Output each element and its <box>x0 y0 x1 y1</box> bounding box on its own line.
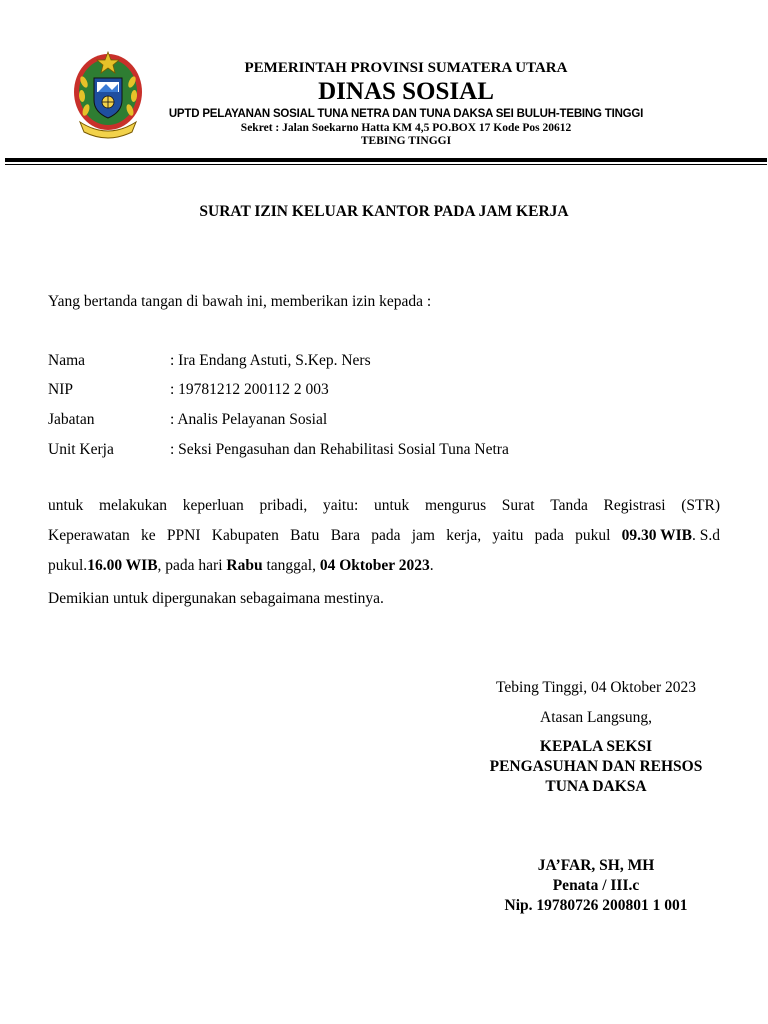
body-word: Surat <box>501 497 535 514</box>
body-word: keperluan <box>182 497 244 514</box>
body-word: untuk <box>373 497 410 514</box>
field-label-name: Nama <box>48 352 86 369</box>
body-word: untuk <box>48 497 84 514</box>
body-word: Registrasi <box>603 497 666 514</box>
field-value-position: : Analis Pelayanan Sosial <box>170 411 328 428</box>
body-line-2 <box>48 521 720 551</box>
field-label-work-unit: Unit Kerja <box>48 441 114 458</box>
body-word: yaitu: <box>322 497 359 514</box>
body-word: Tanda <box>550 497 588 514</box>
day-prefix: , pada hari <box>157 557 227 574</box>
field-label-position: Jabatan <box>48 411 95 428</box>
body-word: pribadi, <box>259 497 308 514</box>
body-word: Kabupaten <box>211 527 279 544</box>
letterhead-divider-thin <box>5 164 767 165</box>
body-word: melakukan <box>99 497 168 514</box>
body-word: Keperawatan <box>48 527 130 544</box>
signer-rank: Penata / III.c <box>552 877 640 894</box>
body-word: PPNI <box>166 527 201 544</box>
end-time: 16.00 WIB <box>87 557 158 574</box>
sign-position-line1: KEPALA SEKSI <box>539 738 653 755</box>
office-city: TEBING TINGGI <box>360 135 452 147</box>
body-word: pukul <box>575 527 611 544</box>
letter-closing: Demikian untuk dipergunakan sebagaimana mestinya. <box>48 590 384 607</box>
body-word: Batu <box>290 527 320 544</box>
body-word: jam <box>411 527 435 544</box>
body-line-3-prefix: pukul. <box>48 557 88 574</box>
field-value-name: : Ira Endang Astuti, S.Kep. Ners <box>170 352 371 369</box>
field-value-work-unit: : Seksi Pengasuhan dan Rehabilitasi Sosial Tuna Netra <box>170 441 509 458</box>
body-word: yaitu <box>492 527 524 544</box>
sign-role: Atasan Langsung, <box>540 709 652 726</box>
signer-nip: Nip. 19780726 200801 1 001 <box>504 897 688 914</box>
body-word: Bara <box>330 527 360 544</box>
letter-title: SURAT IZIN KELUAR KANTOR PADA JAM KERJA <box>199 203 569 220</box>
body-word: pada <box>371 527 401 544</box>
body-line-3 <box>48 551 720 581</box>
start-time: 09.30 WIB. S.d <box>621 527 720 544</box>
date-prefix: tanggal, <box>262 557 320 574</box>
agency-name: DINAS SOSIAL <box>318 78 494 105</box>
date: 04 Oktober 2023 <box>319 557 430 574</box>
field-label-nip: NIP <box>48 381 73 398</box>
body-period: . <box>429 557 434 574</box>
body-word: kerja, <box>446 527 482 544</box>
provincial-emblem-icon <box>70 48 146 140</box>
body-word: (STR) <box>681 497 720 514</box>
sign-position-line3: TUNA DAKSA <box>545 778 647 795</box>
signer-name: JA’FAR, SH, MH <box>537 857 655 874</box>
body-word: pada <box>534 527 564 544</box>
sign-position-line2: PENGASUHAN DAN REHSOS <box>489 758 703 775</box>
field-value-nip: : 19781212 200112 2 003 <box>170 381 329 398</box>
office-address: Sekret : Jalan Soekarno Hatta KM 4,5 PO.BOX 17 Kode Pos 20612 <box>240 122 572 134</box>
body-line-1 <box>48 491 720 521</box>
unit-name: UPTD PELAYANAN SOSIAL TUNA NETRA DAN TUNA DAKSA SEI BULUH-TEBING TINGGI <box>168 108 644 120</box>
letter-intro: Yang bertanda tangan di bawah ini, memberikan izin kepada : <box>48 293 432 310</box>
sign-place-date: Tebing Tinggi, 04 Oktober 2023 <box>496 679 696 696</box>
body-word: ke <box>141 527 156 544</box>
letter-body <box>48 491 720 581</box>
letterhead-divider-thick <box>5 158 767 162</box>
day: Rabu <box>226 557 263 574</box>
body-word: mengurus <box>424 497 487 514</box>
government-name: PEMERINTAH PROVINSI SUMATERA UTARA <box>244 60 568 76</box>
